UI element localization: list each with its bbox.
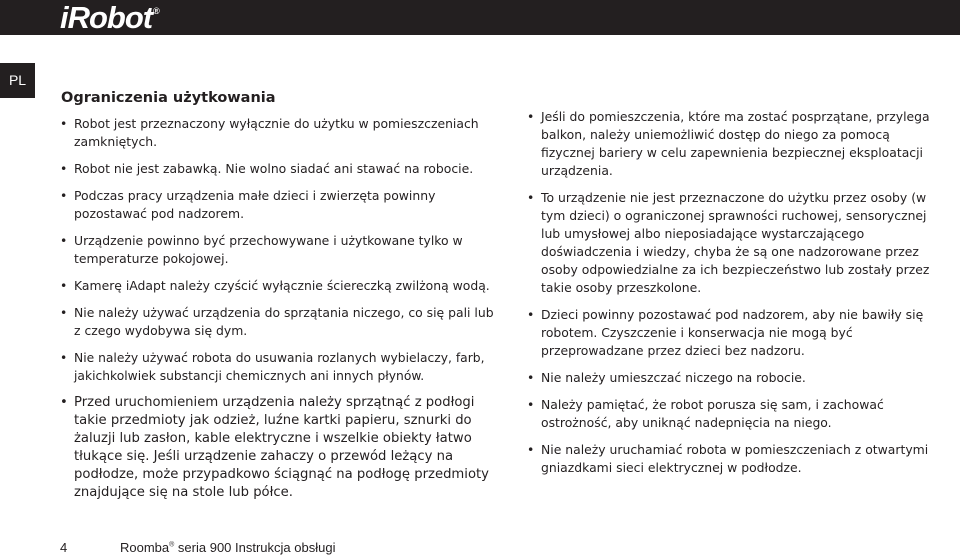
list-item: • Przed uruchomieniem urządzenia należy sprzątnąć z podłogi takie przedmioty jak odzież, luźne kartki papieru, sznurki do żaluzji lub zasłon, kable elektryczne i wszelkie obiekty łatwo tłukące się. Jeśli urządzenie zahaczy o przewód leżący na podłodze, może przypadkowo ściągnąć na podłogę przedmioty znajdujące się na stole lub półce. (60, 394, 500, 502)
list-item: • Nie należy umieszczać niczego na robocie. (527, 369, 939, 387)
page-footer (60, 540, 335, 555)
product-registered-mark: ® (169, 541, 175, 549)
list-item: • Kamerę iAdapt należy czyścić wyłącznie ściereczką zwilżoną wodą. (60, 277, 500, 295)
list-item: • Robot jest przeznaczony wyłącznie do użytku w pomieszczeniach zamkniętych. (60, 115, 500, 151)
list-item: • Dzieci powinny pozostawać pod nadzorem, aby nie bawiły się robotem. Czyszczenie i konserwacja nie mogą być przeprowadzane przez dzieci bez nadzoru. (527, 306, 939, 360)
page-number: 4 (60, 540, 68, 555)
list-item: • Podczas pracy urządzenia małe dzieci i zwierzęta powinny pozostawać pod nadzorem. (60, 187, 500, 223)
manual-title: seria 900 Instrukcja obsługi (174, 540, 336, 555)
section-title: Ograniczenia użytkowania (61, 90, 276, 106)
logo-registered-mark: ® (153, 6, 159, 16)
header-bar (0, 0, 960, 35)
list-item: • Nie należy używać urządzenia do sprzątania niczego, co się pali lub z czego wydobywa się dym. (60, 304, 500, 340)
logo-text: iRobot (60, 0, 153, 35)
irobot-logo (60, 0, 159, 35)
list-item: • Należy pamiętać, że robot porusza się sam, i zachować ostrożność, aby uniknąć nadepnięcia na niego. (527, 396, 939, 432)
list-item: • Nie należy używać robota do usuwania rozlanych wybielaczy, farb, jakichkolwiek substancji chemicznych ani innych płynów. (60, 349, 500, 385)
list-item: • To urządzenie nie jest przeznaczone do użytku przez osoby (w tym dzieci) o ograniczonej sprawności ruchowej, sensorycznej lub umysłowej albo nieposiadające wystarczającego doświadczenia i wiedzy, chyba że są one nadzorowane przez osoby odpowiedzialne za ich bezpieczeństwo lub zostały przez takie osoby przeszkolone. (527, 189, 939, 297)
list-item: • Nie należy uruchamiać robota w pomieszczeniach z otwartymi gniazdkami sieci elektrycznej w podłodze. (527, 441, 939, 477)
list-item: • Jeśli do pomieszczenia, które ma zostać posprzątane, przylega balkon, należy uniemożliwić dostęp do niego za pomocą fizycznej bariery w celu zapewnienia bezpiecznej eksploatacji urządzenia. (527, 108, 939, 180)
list-item: • Robot nie jest zabawką. Nie wolno siadać ani stawać na robocie. (60, 160, 500, 178)
right-rules-list (527, 108, 939, 486)
product-name: Roomba (120, 540, 170, 555)
language-tab: PL (0, 63, 35, 98)
left-rules-list (60, 115, 500, 511)
list-item: • Urządzenie powinno być przechowywane i użytkowane tylko w temperaturze pokojowej. (60, 232, 500, 268)
